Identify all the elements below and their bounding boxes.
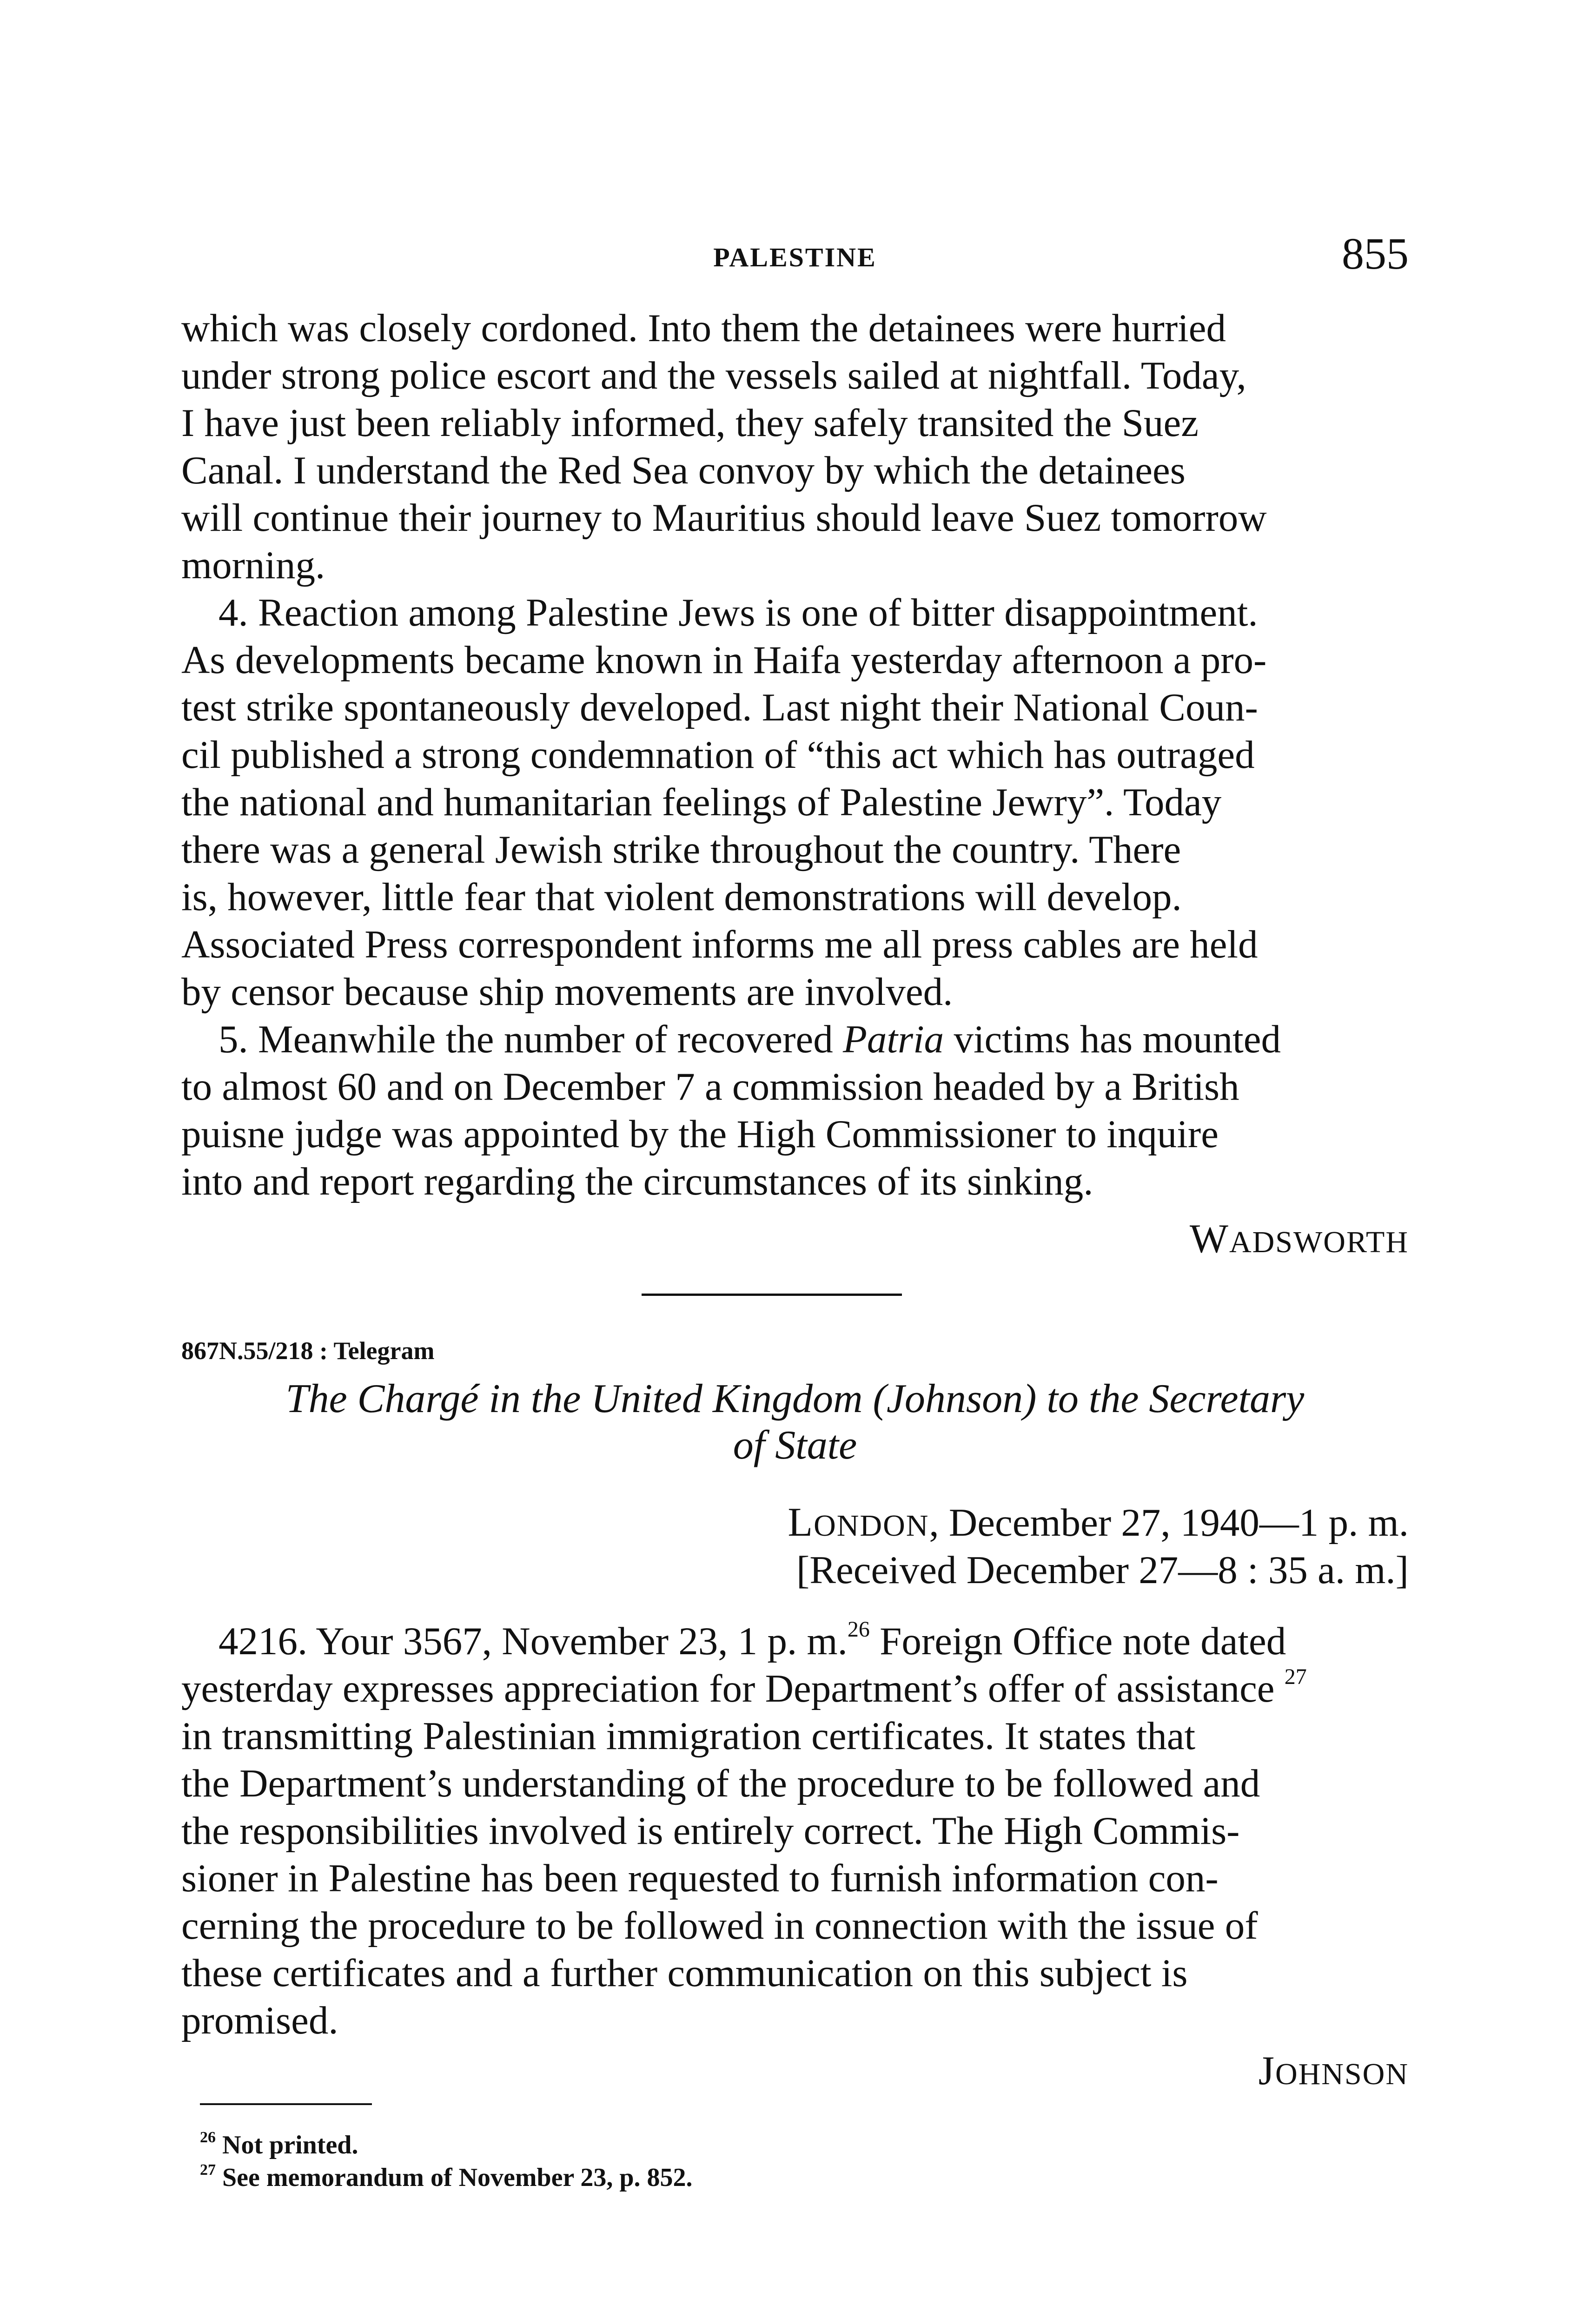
footnote-rule: [200, 2103, 372, 2105]
paragraph-4: [181, 589, 1409, 1016]
text-line: into and report regarding the circumstances of its sinking.: [181, 1160, 1093, 1203]
received-line: [Received December 27—8 : 35 a. m.]: [796, 1548, 1409, 1592]
document-title: [181, 1376, 1409, 1469]
text-line: puisne judge was appointed by the High Commissioner to inquire: [181, 1112, 1219, 1156]
paragraph-5: [181, 1016, 1409, 1205]
footnote: [200, 2161, 693, 2194]
page-number: 855: [1342, 229, 1409, 278]
text-line: cil published a strong condemnation of “this act which has outraged: [181, 733, 1255, 777]
text-line: in transmitting Palestinian immigration certificates. It states that: [181, 1714, 1196, 1758]
footnote-ref: 26: [847, 1617, 870, 1642]
dateline-place: [788, 1500, 929, 1545]
text-line: 4. Reaction among Palestine Jews is one of bitter disappointment.: [219, 591, 1258, 634]
text-line: there was a general Jewish strike throughout the country. There: [181, 828, 1181, 872]
signature-rest: OHNSON: [1275, 2057, 1409, 2091]
text-line: I have just been reliably informed, they safely transited the Suez: [181, 401, 1199, 445]
signature-initial: W: [1189, 1216, 1229, 1261]
text-line: the national and humanitarian feelings of Palestine Jewry”. Today: [181, 780, 1222, 824]
section-divider: [642, 1294, 902, 1296]
title-line: of State: [733, 1423, 857, 1468]
text-line: these certificates and a further communication on this subject is: [181, 1951, 1188, 1995]
text-line: As developments became known in Haifa yesterday afternoon a pro-: [181, 638, 1267, 682]
text-line: morning.: [181, 543, 325, 587]
text-line: cerning the procedure to be followed in connection with the issue of: [181, 1904, 1258, 1948]
text-line: under strong police escort and the vessels sailed at nightfall. Today,: [181, 354, 1246, 397]
text-line: Canal. I understand the Red Sea convoy by which the detainees: [181, 449, 1186, 492]
signature-rest: ADSWORTH: [1229, 1225, 1409, 1259]
footnote: [200, 2129, 358, 2161]
footnote-text: Not printed.: [222, 2131, 358, 2159]
text-run: 4216. Your 3567, November 23, 1 p. m.: [219, 1619, 848, 1663]
text-line: the responsibilities involved is entirely correct. The High Commis-: [181, 1809, 1240, 1853]
place-rest: ONDON: [814, 1509, 929, 1543]
page: [181, 0, 1409, 2324]
footnote-text: See memorandum of November 23, p. 852.: [222, 2163, 693, 2192]
document-body-2: [181, 1618, 1409, 2044]
text-line: will continue their journey to Mauritius should leave Suez tomorrow: [181, 496, 1267, 540]
footnote-ref: 27: [1284, 1664, 1307, 1689]
running-head: PALESTINE: [713, 242, 877, 272]
paragraph-3-continued: [181, 304, 1409, 589]
footnote-mark: 27: [200, 2161, 216, 2179]
footnote-mark: 26: [200, 2129, 216, 2146]
document-body-1: [181, 304, 1409, 1205]
text-line: sioner in Palestine has been requested to furnish information con-: [181, 1856, 1219, 1900]
text-run: victims has mounted: [944, 1017, 1281, 1061]
text-run: yesterday expresses appreciation for Department’s offer of assistance: [181, 1667, 1285, 1710]
document-id: 867N.55/218 : Telegram: [181, 1337, 435, 1365]
text-line: test strike spontaneously developed. Last night their National Coun-: [181, 686, 1258, 729]
place-initial: L: [788, 1500, 814, 1545]
text-line: [181, 1016, 1409, 1063]
signature-wadsworth: [1190, 1215, 1409, 1262]
signature-initial: J: [1258, 2048, 1275, 2093]
page-header: [181, 228, 1409, 279]
text-line: by censor because ship movements are involved.: [181, 970, 953, 1014]
text-run: 5. Meanwhile the number of recovered: [219, 1017, 843, 1061]
text-line: which was closely cordoned. Into them the detainees were hurried: [181, 306, 1226, 350]
dateline-date: , December 27, 1940—1 p. m.: [929, 1501, 1409, 1545]
text-line: promised.: [181, 1999, 338, 2042]
text-line: Associated Press correspondent informs me all press cables are held: [181, 923, 1258, 966]
ship-name: Patria: [842, 1017, 944, 1061]
text-line: [181, 1665, 1409, 1712]
text-line: is, however, little fear that violent demonstrations will develop.: [181, 875, 1182, 919]
dateline: [788, 1499, 1409, 1550]
text-line: [181, 1618, 1409, 1665]
text-line: the Department’s understanding of the procedure to be followed and: [181, 1762, 1260, 1805]
signature-johnson: [1259, 2047, 1409, 2094]
text-line: to almost 60 and on December 7 a commission headed by a British: [181, 1065, 1239, 1109]
title-line: The Chargé in the United Kingdom (Johnson) to the Secretary: [285, 1376, 1305, 1421]
text-run: Foreign Office note dated: [869, 1619, 1286, 1663]
